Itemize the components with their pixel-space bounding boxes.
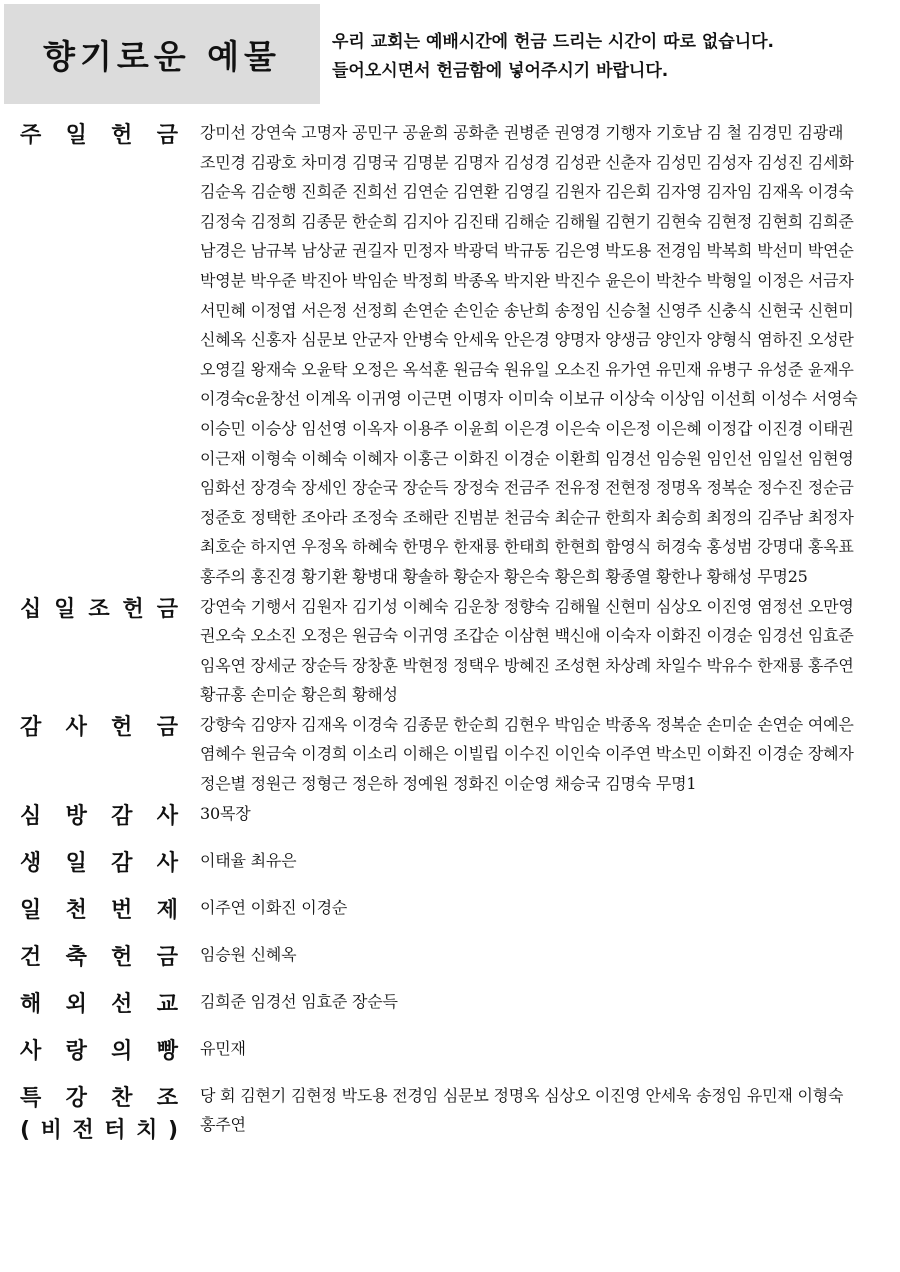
- section-label-line: 일 천 번 제: [20, 897, 178, 923]
- section-label: [20, 1034, 200, 1068]
- section-label-line: 특 강 찬 조: [20, 1085, 178, 1111]
- section-label: [20, 799, 200, 833]
- section-label-line: 사 랑 의 빵: [20, 1038, 178, 1064]
- section-label: [20, 592, 200, 626]
- page-header: [0, 0, 900, 108]
- section-label-line: 십 일 조 헌 금: [20, 596, 178, 622]
- section-label-line: 감 사 헌 금: [20, 714, 178, 740]
- offering-list: [20, 118, 880, 1147]
- section-label: [20, 710, 200, 744]
- title-box: [4, 4, 320, 104]
- section-names: 30목장: [200, 803, 251, 823]
- notice-line-1: 우리 교회는 예배시간에 헌금 드리는 시간이 따로 없습니다.: [332, 32, 775, 52]
- section-label: [20, 1081, 200, 1147]
- section-label: [20, 893, 200, 927]
- section-names: 당 회 김현기 김현정 박도용 전경임 심문보 정명옥 심상오 이진영 안세욱 송정임 유민재 이형숙 홍주연: [200, 1085, 844, 1135]
- section-label-line: 심 방 감 사: [20, 803, 178, 829]
- section-names: 강미선 강연숙 고명자 공민구 공윤희 공화춘 권병준 권영경 기행자 기호남 김 철 김경민 김광래 조민경 김광호 차미경 김명국 김명분 김명자 김성경 김성관 신춘자 김성민 김성자 김성진 김세화 김순옥 김순행 진희준 진희선 김연순 김연환 김영길 김원자 김은회 김자영 김자임 김재옥 이경숙 김정숙 김정희 김종문 한순희 김지아 김진태 김해순 김해월 김현기 김현숙 김현정 김현희 김희준 남경은 남규복 남상균 권길자 민정자 박광덕 박규동 김은영 박도용 전경임 박복희 박선미 박연순 박영분 박우준 박진아 박임순 박정희 박종옥 박지완 박진수 윤은이 박찬수 박형일 이정은 서금자 서민혜 이정엽 서은정 선정희 손연순 손인순 송난희 송정임 신승철 신영주 신충식 신현국 신현미 신혜옥 신홍자 심문보 안군자 안병숙 안세욱 안은경 양명자 양생금 양인자 양형식 염하진 오성란 오영길 왕재숙 오윤탁 오정은 옥석훈 원금숙 원유일 오소진 유가연 유민재 유병구 유성준 윤재우 이경숙c윤창선 이계옥 이귀영 이근면 이명자 이미숙 이보규 이상숙 이상임 이선희 이성수 서영숙 이승민 이승상 임선영 이옥자 이용주 이윤희 이은경 이은숙 이은정 이은혜 이정갑 이진경 이태권 이근재 이형숙 이혜숙 이혜자 이홍근 이화진 이경순 이환희 임경선 임승원 임인선 임일선 임현영 임화선 장경숙 장세인 장순국 장순득 장정숙 전금주 전유정 전현정 정명옥 정복순 정수진 정순금 정준호 정택한 조아라 조정숙 조해란 진범분 천금숙 최순규 한희자 최승희 최정의 김주남 최정자 최호순 하지연 우정옥 하혜숙 한명우 한재룡 한태희 한현희 함영식 허경숙 홍성범 강명대 홍옥표 홍주의 홍진경 황기환 황병대 황솔하 황순자 황은숙 황은희 황종열 황한나 황해성 무명25: [200, 123, 858, 586]
- section-thanksgiving: [20, 710, 880, 799]
- section-label-line: 건 축 헌 금: [20, 944, 178, 970]
- section-building: [20, 940, 880, 987]
- section-visitation: [20, 799, 880, 846]
- section-names: 강향숙 김양자 김재옥 이경숙 김종문 한순희 김현우 박임순 박종옥 정복순 손미순 손연순 여예은 염혜수 원금숙 이경희 이소리 이해은 이빌립 이수진 이인숙 이주연 박소민 이화진 이경순 장혜자 정은별 정원근 정형근 정은하 정예원 정화진 이순영 채승국 김명숙 무명1: [200, 714, 854, 794]
- section-thousand: [20, 893, 880, 940]
- section-label-line: 해 외 선 교: [20, 991, 178, 1017]
- section-sunday: [20, 118, 880, 592]
- section-label: [20, 846, 200, 880]
- section-names: 이태율 최유은: [200, 850, 297, 870]
- section-label: [20, 987, 200, 1021]
- section-names: 임승원 신혜옥: [200, 944, 297, 964]
- section-names: 김희준 임경선 임효준 장순득: [200, 991, 398, 1011]
- section-label-line: 주 일 헌 금: [20, 123, 178, 148]
- notice: [332, 28, 892, 86]
- page-title: 향기로운 예물: [43, 36, 281, 76]
- section-label-line: 생 일 감 사: [20, 850, 178, 876]
- section-special: [20, 1081, 880, 1147]
- section-label: [20, 940, 200, 974]
- section-mission: [20, 987, 880, 1034]
- section-bread: [20, 1034, 880, 1081]
- section-tithe: [20, 592, 880, 710]
- section-birthday: [20, 846, 880, 893]
- section-names: 유민재: [200, 1038, 246, 1058]
- section-label: [20, 118, 200, 152]
- notice-line-2: 들어오시면서 헌금함에 넣어주시기 바랍니다.: [332, 61, 669, 81]
- section-names: 강연숙 기행서 김원자 김기성 이혜숙 김운창 정향숙 김해월 신현미 심상오 이진영 염정선 오만영 권오숙 오소진 오정은 원금숙 이귀영 조갑순 이삼현 백신애 이숙자 이화진 이경순 임경선 임효준 임옥연 장세군 장순득 장창훈 박현정 정택우 방혜진 조성현 차상례 차일수 박유수 한재룡 홍주연 황규홍 손미순 황은희 황해성: [200, 596, 854, 705]
- section-label-line: ( 비 전 터 치 ): [20, 1117, 178, 1143]
- section-names: 이주연 이화진 이경순: [200, 897, 348, 917]
